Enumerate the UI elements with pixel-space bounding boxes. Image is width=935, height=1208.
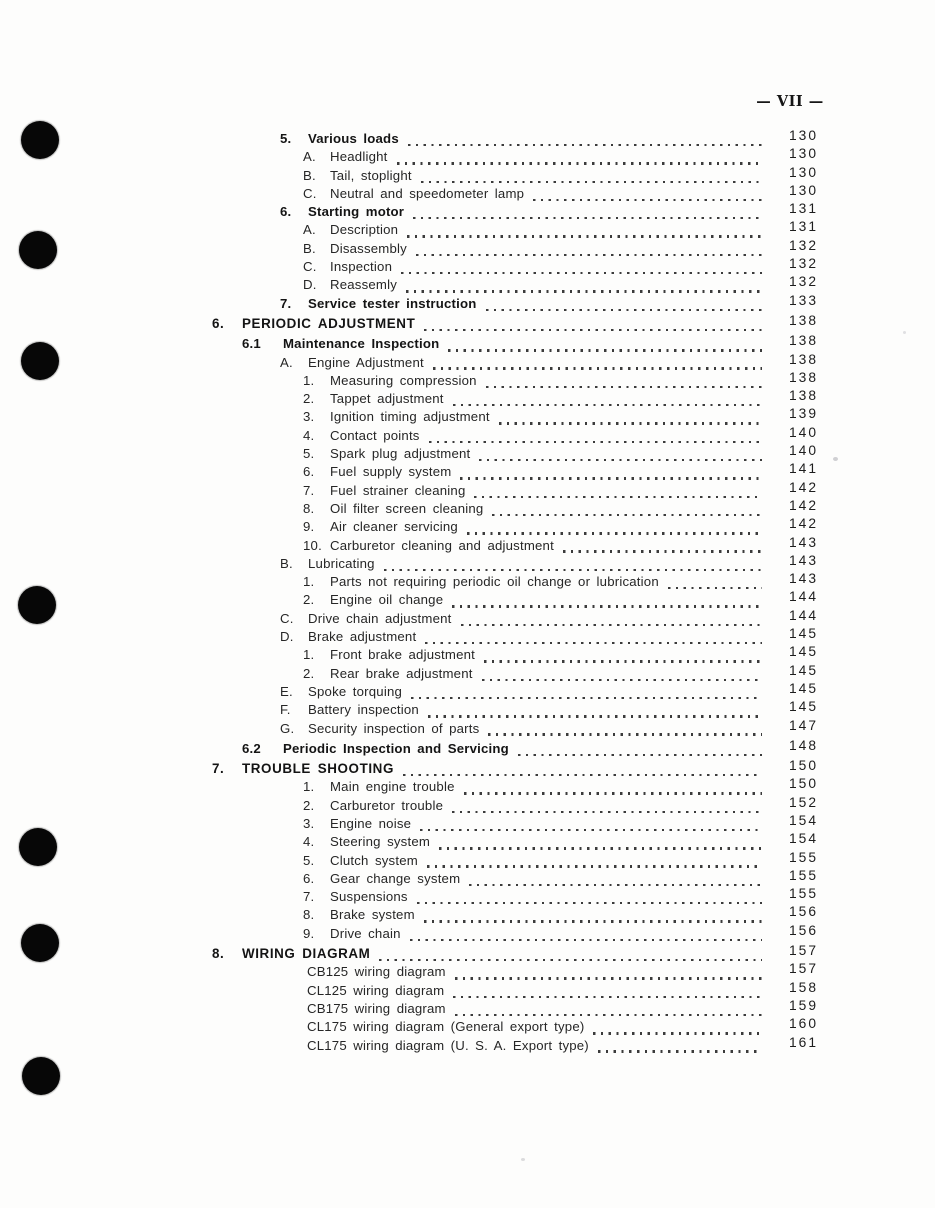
toc-entry-page: 132 bbox=[788, 256, 818, 272]
toc-entry-number: B. bbox=[303, 167, 316, 183]
toc-entry-title: CL175 wiring diagram (General export type) bbox=[307, 1019, 585, 1035]
dot-leader bbox=[452, 605, 762, 607]
toc-entry-page: 139 bbox=[788, 406, 818, 422]
toc-entry-page: 138 bbox=[788, 388, 818, 404]
toc-entry-number: 4. bbox=[303, 834, 315, 850]
dot-leader bbox=[397, 162, 762, 164]
toc-entry-number: A. bbox=[280, 354, 293, 370]
toc-entry-number: D. bbox=[280, 629, 294, 645]
toc-entry-title: Service tester instruction bbox=[308, 295, 477, 311]
toc-entry-page: 156 bbox=[788, 922, 818, 938]
page-folio: — VII — bbox=[756, 93, 824, 110]
toc-entry-number: 4. bbox=[303, 427, 315, 443]
dot-leader bbox=[499, 422, 762, 424]
toc-entry-title: Starting motor bbox=[308, 204, 405, 220]
toc-entry-title: Gear change system bbox=[330, 870, 461, 886]
toc-entry-page: 138 bbox=[788, 369, 818, 385]
toc-entry-page: 130 bbox=[788, 182, 818, 198]
toc-entry-title: Spark plug adjustment bbox=[330, 446, 471, 462]
toc-entry-number: 6.1 bbox=[242, 336, 261, 352]
dot-leader bbox=[403, 774, 762, 776]
dot-leader bbox=[411, 697, 762, 699]
toc-entry-page: 158 bbox=[788, 979, 818, 995]
toc-entry-number: A. bbox=[303, 149, 316, 165]
dot-leader bbox=[408, 144, 762, 146]
toc-entry-page: 160 bbox=[788, 1016, 818, 1032]
toc-entry-page: 138 bbox=[788, 351, 818, 367]
toc-entry-page: 155 bbox=[788, 886, 818, 902]
toc-entry-title: Tail, stoplight bbox=[330, 167, 412, 183]
toc-entry-title: Various loads bbox=[308, 131, 399, 146]
toc-entry-page: 142 bbox=[788, 479, 818, 495]
toc-entry-number: 8. bbox=[303, 500, 315, 516]
toc-entry-page: 142 bbox=[788, 516, 818, 532]
toc-entry-page: 138 bbox=[788, 333, 818, 349]
toc-entry-number: F. bbox=[280, 702, 291, 718]
dot-leader bbox=[417, 902, 762, 904]
toc-entry-title: Measuring compression bbox=[330, 372, 477, 388]
toc-entry-title: CL125 wiring diagram bbox=[307, 982, 445, 998]
toc-entry-title: Front brake adjustment bbox=[330, 647, 476, 663]
dot-leader bbox=[439, 847, 762, 849]
toc-entry-page: 154 bbox=[788, 812, 818, 828]
toc-entry-page: 130 bbox=[788, 164, 818, 180]
toc-entry-page: 143 bbox=[788, 571, 818, 587]
dot-leader bbox=[563, 550, 762, 552]
dot-leader bbox=[425, 642, 762, 644]
toc-entry-number: G. bbox=[280, 720, 295, 736]
dot-leader bbox=[427, 865, 762, 867]
toc-entry-page: 161 bbox=[788, 1034, 818, 1050]
toc-entry-title: Steering system bbox=[330, 834, 431, 850]
toc-entry-number: 6.2 bbox=[242, 740, 261, 756]
dot-leader bbox=[416, 254, 762, 256]
toc-entry-number: C. bbox=[303, 259, 317, 275]
toc-entry-number: 8. bbox=[212, 946, 225, 962]
toc-entry-title: Tappet adjustment bbox=[330, 391, 444, 407]
dot-leader bbox=[406, 290, 762, 292]
toc-entry-page: 130 bbox=[788, 128, 818, 143]
toc-entry-number: C. bbox=[303, 185, 317, 201]
toc-entry-number: 1. bbox=[303, 647, 315, 663]
toc-entry-number: 3. bbox=[303, 409, 315, 425]
toc-entry-title: Description bbox=[330, 222, 399, 238]
toc-entry-page: 150 bbox=[788, 758, 818, 774]
toc-entry-title: Rear brake adjustment bbox=[330, 665, 473, 681]
toc-entry-title: Battery inspection bbox=[308, 702, 419, 718]
toc-entry-title: CB175 wiring diagram bbox=[307, 1000, 446, 1016]
toc-entry-page: 150 bbox=[788, 776, 818, 792]
toc-entry-title: Clutch system bbox=[330, 852, 418, 868]
toc-entry-page: 145 bbox=[788, 662, 818, 678]
toc-entry-title: Periodic Inspection and Servicing bbox=[283, 740, 509, 756]
toc-entry-title: Drive chain adjustment bbox=[308, 610, 452, 626]
toc-entry-title: Main engine trouble bbox=[330, 779, 455, 795]
toc-entry-page: 157 bbox=[788, 943, 818, 959]
toc-entry bbox=[0, 737, 935, 759]
dot-leader bbox=[482, 679, 762, 681]
toc-entry bbox=[0, 922, 935, 944]
toc-entry-title: Carburetor cleaning and adjustment bbox=[330, 537, 554, 553]
dot-leader bbox=[453, 404, 762, 406]
toc-entry-number: 1. bbox=[303, 372, 315, 388]
toc-entry-page: 152 bbox=[788, 794, 818, 810]
toc-entry-number: 1. bbox=[303, 779, 315, 795]
toc-entry-number: 2. bbox=[303, 592, 315, 608]
dot-leader bbox=[464, 792, 762, 794]
dot-leader bbox=[452, 811, 762, 813]
toc-entry-title: Oil filter screen cleaning bbox=[330, 500, 484, 516]
punch-hole bbox=[22, 1057, 60, 1095]
toc-entry-number: 8. bbox=[303, 907, 315, 923]
toc-entry-number: 6. bbox=[212, 315, 225, 331]
toc-entry-page: 138 bbox=[788, 312, 818, 328]
dot-leader bbox=[460, 477, 762, 479]
toc-entry-number: B. bbox=[303, 240, 316, 256]
toc-entry-title: Disassembly bbox=[330, 240, 407, 256]
toc-entry-number: 5. bbox=[280, 131, 292, 146]
toc-entry-page: 155 bbox=[788, 867, 818, 883]
toc-entry-number: 10. bbox=[303, 537, 322, 553]
toc-entry-number: 2. bbox=[303, 391, 315, 407]
toc-entry bbox=[0, 292, 935, 314]
dot-leader bbox=[533, 199, 762, 201]
toc-entry bbox=[0, 312, 935, 334]
toc-entry-title: PERIODIC ADJUSTMENT bbox=[242, 315, 416, 331]
dot-leader bbox=[379, 959, 762, 961]
toc-entry-page: 154 bbox=[788, 831, 818, 847]
toc-entry-page: 141 bbox=[788, 461, 818, 477]
toc-entry-page: 157 bbox=[788, 961, 818, 977]
dot-leader bbox=[593, 1032, 762, 1034]
toc-entry-title: Neutral and speedometer lamp bbox=[330, 185, 525, 201]
dot-leader bbox=[421, 181, 762, 183]
dot-leader bbox=[455, 1014, 762, 1016]
dot-leader bbox=[474, 496, 762, 498]
toc-entry-number: 5. bbox=[303, 446, 315, 462]
dot-leader bbox=[455, 977, 762, 979]
dot-leader bbox=[479, 459, 762, 461]
toc-entry-title: Ignition timing adjustment bbox=[330, 409, 490, 425]
toc-entry-title: WIRING DIAGRAM bbox=[242, 946, 371, 962]
toc-entry-title: Security inspection of parts bbox=[308, 720, 480, 736]
toc-entry-number: 2. bbox=[303, 665, 315, 681]
toc-entry-number: 3. bbox=[303, 815, 315, 831]
scan-speck bbox=[833, 457, 838, 461]
dot-leader bbox=[410, 939, 762, 941]
dot-leader bbox=[433, 367, 762, 369]
toc-entry-title: Suspensions bbox=[330, 889, 408, 905]
dot-leader bbox=[407, 235, 762, 237]
dot-leader bbox=[429, 441, 762, 443]
toc-entry-number: 7. bbox=[212, 761, 225, 777]
toc-entry-title: Brake adjustment bbox=[308, 629, 417, 645]
toc-entry bbox=[0, 1034, 935, 1056]
toc-entry-page: 131 bbox=[788, 201, 818, 217]
dot-leader bbox=[424, 329, 762, 331]
toc-entry-title: Maintenance Inspection bbox=[283, 336, 440, 352]
toc-entry-number: C. bbox=[280, 610, 294, 626]
toc-entry-page: 156 bbox=[788, 904, 818, 920]
toc-entry-page: 148 bbox=[788, 737, 818, 753]
toc-entry-page: 155 bbox=[788, 849, 818, 865]
dot-leader bbox=[484, 660, 762, 662]
toc-entry-page: 144 bbox=[788, 607, 818, 623]
dot-leader bbox=[384, 569, 762, 571]
dot-leader bbox=[518, 754, 762, 756]
toc-entry-number: 7. bbox=[280, 295, 292, 311]
toc-entry-title: Spoke torquing bbox=[308, 683, 403, 699]
scan-speck bbox=[903, 331, 906, 334]
toc-entry-page: 159 bbox=[788, 997, 818, 1013]
toc-entry-title: Contact points bbox=[330, 427, 420, 443]
toc-entry-number: 2. bbox=[303, 797, 315, 813]
toc-entry-page: 140 bbox=[788, 443, 818, 459]
dot-leader bbox=[668, 587, 762, 589]
toc-entry-page: 143 bbox=[788, 534, 818, 550]
toc-entry-number: 6. bbox=[303, 464, 315, 480]
dot-leader bbox=[424, 920, 762, 922]
toc-entry-page: 145 bbox=[788, 680, 818, 696]
dot-leader bbox=[428, 715, 762, 717]
toc-entry-page: 131 bbox=[788, 219, 818, 235]
toc-entry-page: 140 bbox=[788, 424, 818, 440]
toc-entry-title: CL175 wiring diagram (U. S. A. Export type) bbox=[307, 1037, 589, 1053]
dot-leader bbox=[488, 733, 762, 735]
dot-leader bbox=[401, 272, 762, 274]
toc-entry-title: Engine oil change bbox=[330, 592, 444, 608]
toc-entry-number: A. bbox=[303, 222, 316, 238]
toc-entry-page: 132 bbox=[788, 274, 818, 290]
toc-entry-page: 145 bbox=[788, 699, 818, 715]
toc-entry-page: 133 bbox=[788, 292, 818, 308]
toc-entry-number: 7. bbox=[303, 482, 315, 498]
toc-entry-number: D. bbox=[303, 277, 317, 293]
toc-entry-title: Engine Adjustment bbox=[308, 354, 424, 370]
toc-entry-number: 6. bbox=[303, 870, 315, 886]
dot-leader bbox=[461, 624, 762, 626]
toc-entry-page: 130 bbox=[788, 146, 818, 162]
dot-leader bbox=[467, 532, 762, 534]
toc-entry-page: 145 bbox=[788, 626, 818, 642]
toc-entry-page: 144 bbox=[788, 589, 818, 605]
toc-entry-page: 145 bbox=[788, 644, 818, 660]
toc-entry-number: 6. bbox=[280, 204, 292, 220]
dot-leader bbox=[420, 829, 762, 831]
toc-entry-title: Lubricating bbox=[308, 555, 375, 571]
dot-leader bbox=[486, 309, 762, 311]
toc-entry-page: 132 bbox=[788, 237, 818, 253]
toc-entry-title: Reassemly bbox=[330, 277, 398, 293]
toc-entry-title: Air cleaner servicing bbox=[330, 519, 458, 535]
dot-leader bbox=[486, 386, 762, 388]
toc-entry-title: Parts not requiring periodic oil change or lubrication bbox=[330, 574, 659, 590]
toc-entry-title: CB125 wiring diagram bbox=[307, 964, 446, 980]
toc-entry-title: Drive chain bbox=[330, 925, 401, 941]
toc-entry-number: 1. bbox=[303, 574, 315, 590]
toc-entry-number: B. bbox=[280, 555, 293, 571]
toc-entry-title: Fuel strainer cleaning bbox=[330, 482, 466, 498]
toc-entry-title: Brake system bbox=[330, 907, 415, 923]
toc-entry-number: 9. bbox=[303, 925, 315, 941]
toc-entry-page: 147 bbox=[788, 717, 818, 733]
dot-leader bbox=[598, 1050, 762, 1052]
toc-entry-number: 9. bbox=[303, 519, 315, 535]
dot-leader bbox=[469, 884, 762, 886]
toc-entry bbox=[0, 717, 935, 739]
toc-entry-title: Inspection bbox=[330, 259, 393, 275]
scan-speck bbox=[521, 1158, 525, 1161]
dot-leader bbox=[448, 349, 762, 351]
toc-entry-title: Carburetor trouble bbox=[330, 797, 444, 813]
dot-leader bbox=[453, 996, 762, 998]
dot-leader bbox=[492, 514, 762, 516]
dot-leader bbox=[413, 217, 762, 219]
toc-entry-number: E. bbox=[280, 683, 293, 699]
toc-entry-page: 142 bbox=[788, 497, 818, 513]
toc-entry-title: TROUBLE SHOOTING bbox=[242, 761, 394, 777]
toc-entry-page: 143 bbox=[788, 552, 818, 568]
table-of-contents bbox=[0, 128, 935, 1056]
toc-entry-title: Fuel supply system bbox=[330, 464, 452, 480]
toc-entry-number: 5. bbox=[303, 852, 315, 868]
toc-entry-title: Engine noise bbox=[330, 815, 412, 831]
toc-entry-title: Headlight bbox=[330, 149, 388, 165]
toc-entry-number: 7. bbox=[303, 889, 315, 905]
